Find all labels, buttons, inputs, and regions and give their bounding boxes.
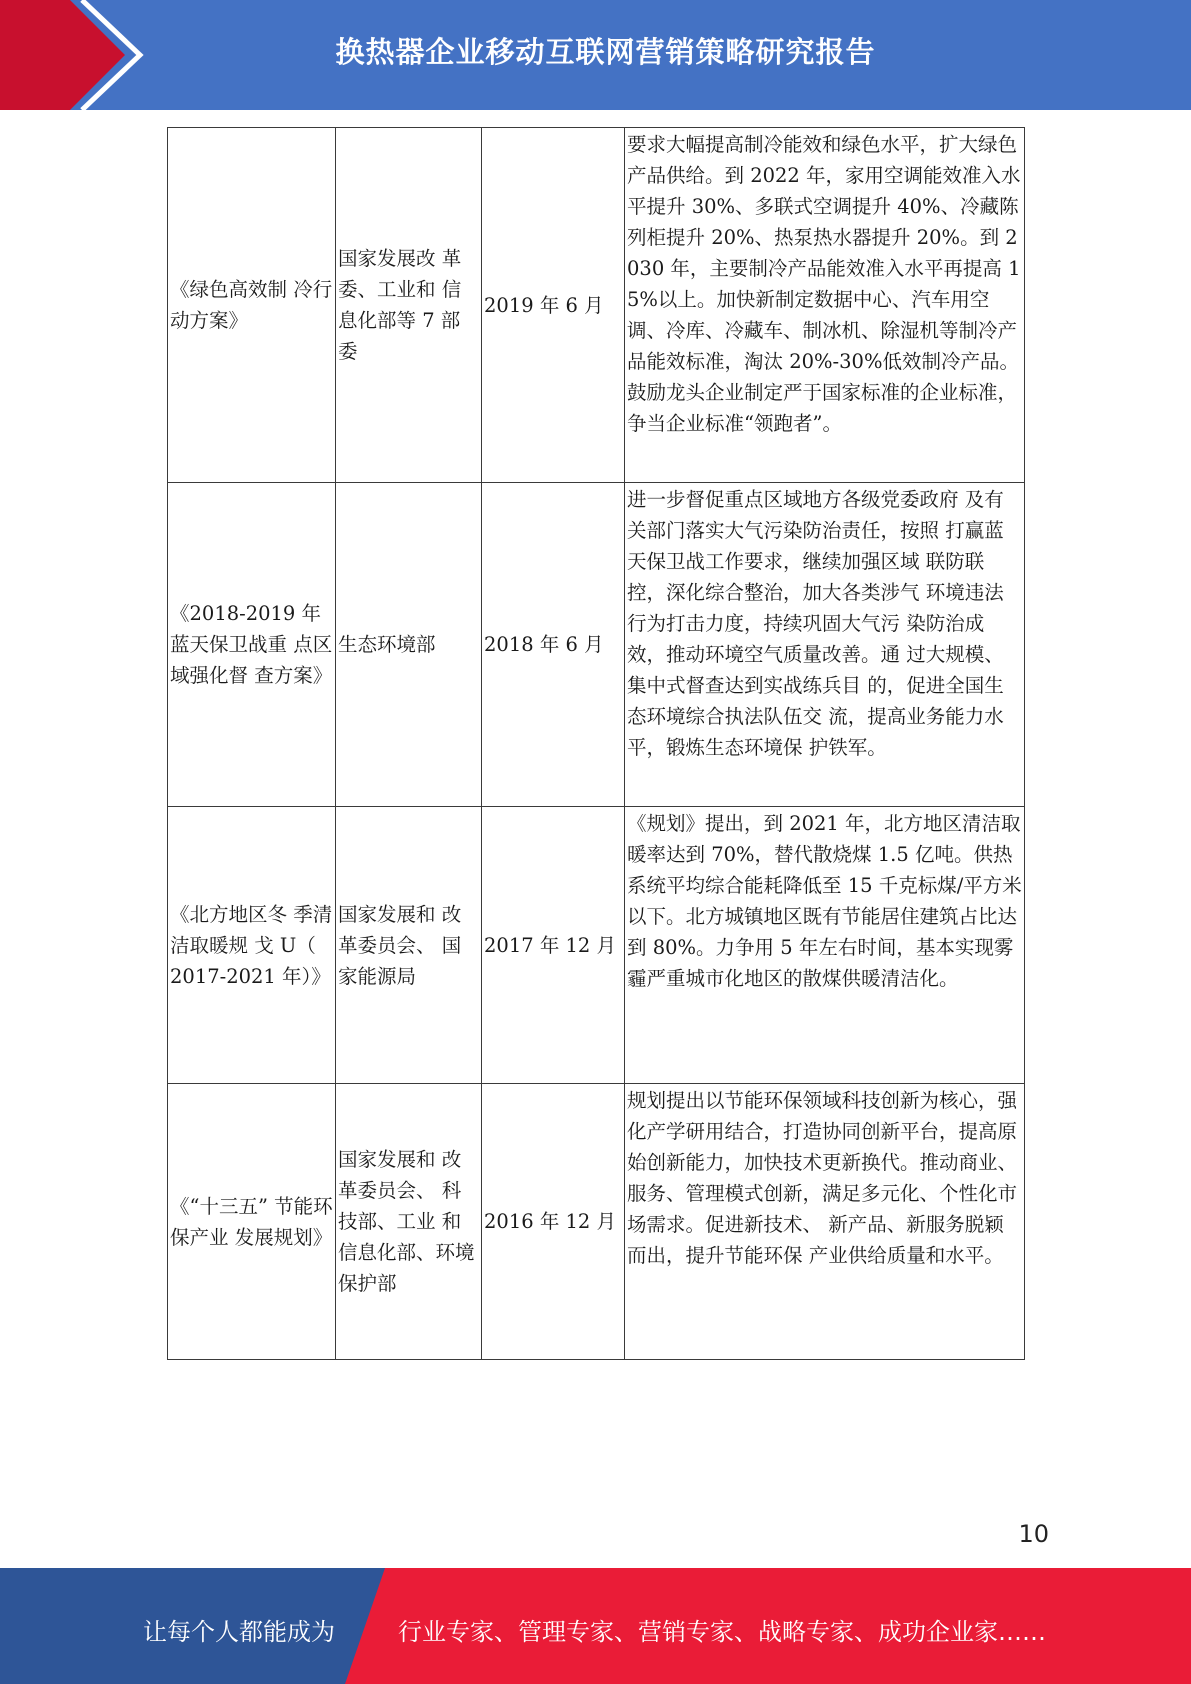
department-cell: 生态环境部	[336, 483, 482, 807]
department-cell: 国家发展和 改革委员会、 国家能源局	[336, 807, 482, 1084]
policy-name-cell: 《绿色高效制 冷行动方案》	[168, 128, 336, 483]
footer-slogan-left: 让每个人都能成为	[143, 1618, 335, 1646]
date-cell: 2019 年 6 月	[482, 128, 625, 483]
page-number: 10	[1018, 1520, 1049, 1548]
policy-name-cell: 《“十三五” 节能环保产业 发展规划》	[168, 1084, 336, 1360]
table-row	[168, 128, 1025, 483]
table-row	[168, 483, 1025, 807]
policy-table	[167, 127, 1025, 1360]
description-cell: 进一步督促重点区域地方各级党委政府 及有关部门落实大气污染防治责任，按照 打赢蓝天保卫战工作要求，继续加强区域 联防联控，深化综合整治，加大各类涉气 环境违法行为打击力度，持续巩固大气污 染防治成效，推动环境空气质量改善。通 过大规模、集中式督查达到实战练兵目 的，促进全国生态环境综合执法队伍交 流，提高业务能力水平，锻炼生态环境保 护铁军。	[625, 483, 1025, 807]
date-cell: 2018 年 6 月	[482, 483, 625, 807]
description-cell: 规划提出以节能环保领域科技创新为核心，强化产学研用结合，打造协同创新平台，提高原始创新能力，加快技术更新换代。推动商业、服务、管理模式创新，满足多元化、个性化市场需求。促进新技术、 新产品、新服务脱颖而出，提升节能环保 产业供给质量和水平。	[625, 1084, 1025, 1360]
table-row	[168, 807, 1025, 1084]
description-cell: 要求大幅提高制冷能效和绿色水平，扩大绿色产品供给。到 2022 年，家用空调能效准入水平提升 30%、多联式空调提升 40%、冷藏陈列柜提升 20%、热泵热水器提升 20%。到 2030 年，主要制冷产品能效准入水平再提高 15%以上。加快新制定数据中心、汽车用空调、冷库、冷藏车、制冰机、除湿机等制冷产品能效标准，淘汰 20%-30%低效制冷产品。鼓励龙头企业制定严于国家标准的企业标准，争当企业标准“领跑者”。	[625, 128, 1025, 483]
report-title: 换热器企业移动互联网营销策略研究报告	[335, 34, 876, 69]
department-cell: 国家发展改 革委、工业和 信息化部等 7 部委	[336, 128, 482, 483]
date-cell: 2016 年 12 月	[482, 1084, 625, 1360]
date-cell: 2017 年 12 月	[482, 807, 625, 1084]
footer-slogan-right: 行业专家、管理专家、营销专家、战略专家、成功企业家……	[398, 1618, 1046, 1646]
policy-name-cell: 《2018-2019 年蓝天保卫战重 点区域强化督 查方案》	[168, 483, 336, 807]
department-cell: 国家发展和 改革委员会、 科技部、工业 和信息化部、环境保护部	[336, 1084, 482, 1360]
description-cell: 《规划》提出，到 2021 年，北方地区清洁取暖率达到 70%，替代散烧煤 1.5 亿吨。供热系统平均综合能耗降低至 15 千克标煤/平方米以下。北方城镇地区既有节能居住建筑占比达到 80%。力争用 5 年左右时间，基本实现雾霾严重城市化地区的散煤供暖清洁化。	[625, 807, 1025, 1084]
table-row	[168, 1084, 1025, 1360]
policy-name-cell: 《北方地区冬 季清洁取暖规 戈 U（ 2017-2021 年）》	[168, 807, 336, 1084]
